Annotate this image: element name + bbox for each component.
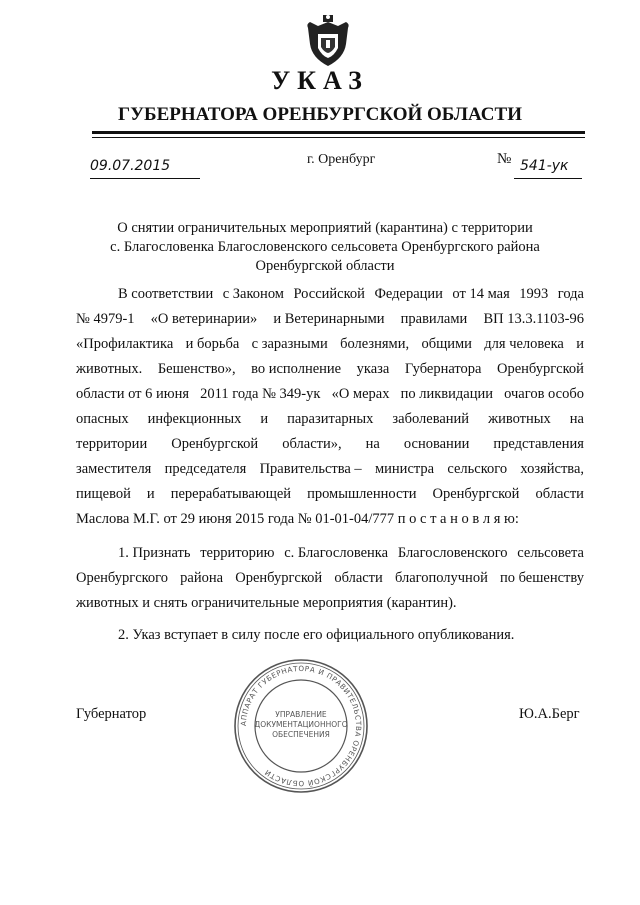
word: и борьба xyxy=(185,336,240,352)
coat-of-arms-icon xyxy=(304,14,352,68)
signatory-name: Ю.А.Берг xyxy=(519,706,580,722)
item-1-paragraph xyxy=(76,541,584,616)
word: для человека xyxy=(484,336,564,352)
preamble-last-line: Маслова М.Г. от 29 июня 2015 года № 01-01-04/777 п о с т а н о в л я ю: xyxy=(76,511,519,527)
word: Оренбургской xyxy=(432,486,520,502)
text-line xyxy=(76,457,584,482)
word: председателя xyxy=(164,461,247,477)
word: и xyxy=(146,486,155,502)
word: года xyxy=(557,286,584,302)
text-line xyxy=(76,482,584,507)
word: Оренбургской xyxy=(235,570,323,586)
text-line xyxy=(76,307,584,332)
word: Российской xyxy=(293,286,365,302)
word: ВП 13.3.1103-96 xyxy=(483,311,584,327)
word: животных. xyxy=(76,361,143,377)
item-1-last-line: животных и снять ограничительные мероприятия (карантин). xyxy=(76,595,457,611)
word: правилами xyxy=(400,311,468,327)
word: Федерации xyxy=(374,286,443,302)
word: хозяйства, xyxy=(520,461,584,477)
word: 1. Признать xyxy=(118,545,191,561)
word: промышленности xyxy=(307,486,417,502)
title-line: Оренбургской области xyxy=(255,258,395,274)
text-line xyxy=(76,566,584,591)
text-line xyxy=(76,407,584,432)
word: «О ветеринарии» xyxy=(150,311,258,327)
word: паразитарных xyxy=(287,411,374,427)
document-number: 541-ук xyxy=(520,158,569,174)
text-line xyxy=(76,282,584,307)
stamp-ring-text: АППАРАТ ГУБЕРНАТОРА И ПРАВИТЕЛЬСТВА ОРЕНБУРГСКОЙ ОБЛАСТИ xyxy=(238,663,364,789)
word: основании xyxy=(403,436,470,452)
number-label: № xyxy=(497,151,512,167)
item-2-paragraph xyxy=(76,623,584,648)
word: В соответствии xyxy=(118,286,214,302)
word: района xyxy=(180,570,224,586)
word: области», xyxy=(282,436,342,452)
document-type-title: УКАЗ xyxy=(271,66,369,95)
preamble-paragraph xyxy=(76,282,584,532)
text-line xyxy=(76,332,584,357)
word: указа xyxy=(356,361,390,377)
word: и xyxy=(260,411,269,427)
word: и Ветеринарными xyxy=(273,311,385,327)
word: Благословенского xyxy=(397,545,508,561)
word: сельсовета xyxy=(517,545,584,561)
word: по ликвидации xyxy=(400,386,493,402)
document-date: 09.07.2015 xyxy=(90,158,171,174)
word: перерабатывающей xyxy=(170,486,292,502)
signatory-position: Губернатор xyxy=(76,706,147,722)
word: области xyxy=(535,486,584,502)
text-line xyxy=(76,382,584,407)
word: от 14 мая xyxy=(452,286,510,302)
stamp-center-line: ДОКУМЕНТАЦИОННОГО xyxy=(254,720,348,729)
title-line: с. Благословенка Благословенского сельсовета Оренбургского района xyxy=(110,239,540,255)
word: на xyxy=(365,436,380,452)
word: территорию xyxy=(200,545,275,561)
stamp-center-line: ОБЕСПЕЧЕНИЯ xyxy=(272,730,330,739)
word: пищевой xyxy=(76,486,131,502)
word: инфекционных xyxy=(147,411,242,427)
word: Оренбургского xyxy=(76,570,169,586)
word: «О мерах xyxy=(331,386,390,402)
word: и xyxy=(576,336,584,352)
word: на xyxy=(569,411,584,427)
header-rule-thin xyxy=(92,137,585,138)
word: Оренбургской xyxy=(496,361,584,377)
document-title xyxy=(75,219,575,276)
word: с. Благословенка xyxy=(284,545,389,561)
word: сельского xyxy=(447,461,508,477)
word: по бешенству xyxy=(499,570,584,586)
word: области xyxy=(334,570,383,586)
document-number-field xyxy=(514,156,582,179)
header-rule-thick xyxy=(92,131,585,134)
word: области от 6 июня xyxy=(76,386,190,402)
word: заместителя xyxy=(76,461,152,477)
issuer-title: ГУБЕРНАТОРА ОРЕНБУРГСКОЙ ОБЛАСТИ xyxy=(118,104,522,125)
item-2-line: 2. Указ вступает в силу после его официального опубликования. xyxy=(118,627,515,643)
word: № 4979-1 xyxy=(76,311,135,327)
word: с Законом xyxy=(222,286,284,302)
word: животных xyxy=(488,411,551,427)
word: очагов особо xyxy=(504,386,584,402)
word: представления xyxy=(493,436,584,452)
word: министра xyxy=(374,461,435,477)
word: «Профилактика xyxy=(76,336,174,352)
word: Оренбургской xyxy=(171,436,259,452)
word: Бешенство», xyxy=(157,361,236,377)
word: заболеваний xyxy=(392,411,470,427)
text-line xyxy=(76,432,584,457)
word: общими xyxy=(421,336,472,352)
word: Губернатора xyxy=(404,361,482,377)
word: во исполнение xyxy=(251,361,342,377)
word: благополучной xyxy=(394,570,488,586)
text-line xyxy=(76,357,584,382)
word: территории xyxy=(76,436,148,452)
document-date-field xyxy=(90,156,200,179)
text-line xyxy=(76,541,584,566)
word: 1993 xyxy=(519,286,549,302)
word: 2011 года № 349-ук xyxy=(200,386,321,402)
word: с заразными xyxy=(251,336,328,352)
word: болезнями, xyxy=(340,336,410,352)
official-stamp xyxy=(232,657,370,795)
word: Правительства – xyxy=(259,461,362,477)
title-line: О снятии ограничительных мероприятий (карантина) с территории xyxy=(117,220,533,236)
stamp-center-line: УПРАВЛЕНИЕ xyxy=(275,710,327,719)
city: г. Оренбург xyxy=(307,152,376,167)
word: опасных xyxy=(76,411,129,427)
